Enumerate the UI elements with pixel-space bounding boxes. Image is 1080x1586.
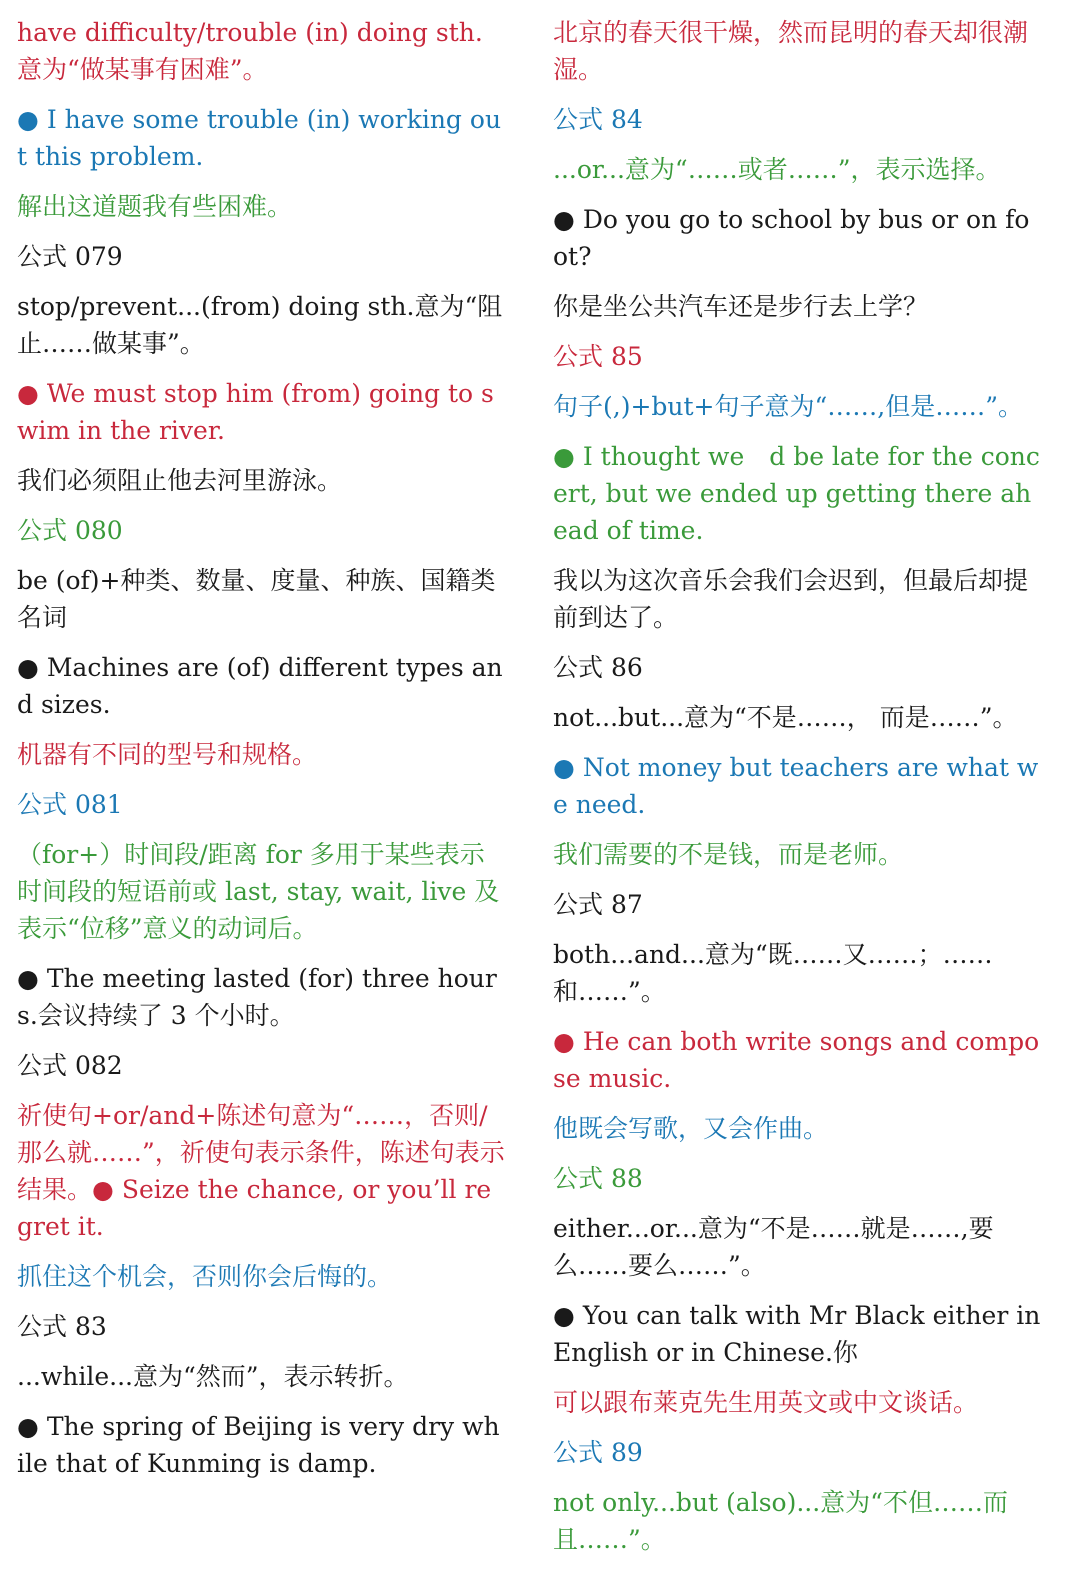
formula-082-heading: 公式 082 (17, 1051, 123, 1080)
formula-084-heading: 公式 84 (553, 105, 643, 134)
formula-078-description: have difficulty/trouble (in) doing sth.意为“做某事有困难”。 (17, 18, 483, 84)
bullet-icon: ● (17, 653, 39, 682)
formula-081-example: ● The meeting lasted (for) three hours.会议持续了 3 个小时。 (17, 964, 497, 1030)
formula-086-example: ● Not money but teachers are what we need. (553, 753, 1039, 819)
formula-086-translation: 我们需要的不是钱，而是老师。 (553, 840, 904, 869)
formula-079-description: stop/prevent...(from) doing sth.意为“阻止……做某事”。 (17, 292, 503, 358)
right-column (553, 14, 1043, 1571)
left-column (17, 14, 507, 1495)
formula-087-example: ● He can both write songs and compose music. (553, 1027, 1040, 1093)
formula-088-description: either...or...意为“不是……就是……,要么……要么……”。 (553, 1214, 994, 1280)
formula-079-heading: 公式 079 (17, 242, 123, 271)
formula-084-example: ● Do you go to school by bus or on foot? (553, 205, 1030, 271)
formula-088-example: ● You can talk with Mr Black either in English or in Chinese.你 (553, 1301, 1041, 1367)
formula-082-description: 祈使句+or/and+陈述句意为“……，否则/那么就……”，祈使句表示条件，陈述句表示结果。● Seize the chance, or you’ll regret it. (17, 1101, 505, 1241)
formula-080-description: be (of)+种类、数量、度量、种族、国籍类名词 (17, 566, 496, 632)
formula-079-example: ● We must stop him (from) going to swim in the river. (17, 379, 494, 445)
formula-084-description: ...or...意为“……或者……”，表示选择。 (553, 155, 1001, 184)
formula-086-heading: 公式 86 (553, 653, 643, 682)
bullet-icon: ● (17, 379, 39, 408)
bullet-icon: ● (553, 1301, 575, 1330)
bullet-icon: ● (553, 1027, 575, 1056)
formula-087-translation: 他既会写歌，又会作曲。 (553, 1114, 829, 1143)
formula-087-description: both...and...意为“既……又……；……和……”。 (553, 940, 993, 1006)
formula-089-description: not only...but (also)...意为“不但……而且……”。 (553, 1488, 1008, 1554)
formula-088-heading: 公式 88 (553, 1164, 643, 1193)
bullet-icon: ● (92, 1175, 114, 1204)
formula-086-description: not...but...意为“不是……， 而是……”。 (553, 703, 1018, 732)
formula-080-heading: 公式 080 (17, 516, 123, 545)
formula-083-example: ● The spring of Beijing is very dry while that of Kunming is damp. (17, 1412, 500, 1478)
formula-085-heading: 公式 85 (553, 342, 643, 371)
formula-078-example: ● I have some trouble (in) working out this problem. (17, 105, 502, 171)
formula-085-description: 句子(,)+but+句子意为“……,但是……”。 (553, 392, 1024, 421)
bullet-icon: ● (553, 442, 575, 471)
bullet-icon: ● (17, 1412, 39, 1441)
formula-079-translation: 我们必须阻止他去河里游泳。 (17, 466, 343, 495)
formula-078-translation: 解出这道题我有些困难。 (17, 192, 293, 221)
formula-081-description: （for+）时间段/距离 for 多用于某些表示时间段的短语前或 last, stay, wait, live 及表示“位移”意义的动词后。 (17, 840, 500, 943)
formula-084-translation: 你是坐公共汽车还是步行去上学？ (553, 292, 929, 321)
formula-081-heading: 公式 081 (17, 790, 123, 819)
bullet-icon: ● (553, 205, 575, 234)
formula-085-translation: 我以为这次音乐会我们会迟到，但最后却提前到达了。 (553, 566, 1029, 632)
formula-088-translation: 可以跟布莱克先生用英文或中文谈话。 (553, 1388, 979, 1417)
formula-089-heading: 公式 89 (553, 1438, 643, 1467)
formula-083-heading: 公式 83 (17, 1312, 107, 1341)
formula-085-example: ● I thought we d be late for the concert, but we ended up getting there ahead of time. (553, 442, 1040, 545)
formula-082-translation: 抓住这个机会，否则你会后悔的。 (17, 1262, 393, 1291)
formula-083-translation: 北京的春天很干燥，然而昆明的春天却很潮湿。 (553, 18, 1029, 84)
formula-087-heading: 公式 87 (553, 890, 643, 919)
bullet-icon: ● (553, 753, 575, 782)
formula-080-translation: 机器有不同的型号和规格。 (17, 740, 318, 769)
formula-083-description: ...while...意为“然而”，表示转折。 (17, 1362, 409, 1391)
formula-080-example: ● Machines are (of) different types and sizes. (17, 653, 503, 719)
bullet-icon: ● (17, 105, 39, 134)
bullet-icon: ● (17, 964, 39, 993)
